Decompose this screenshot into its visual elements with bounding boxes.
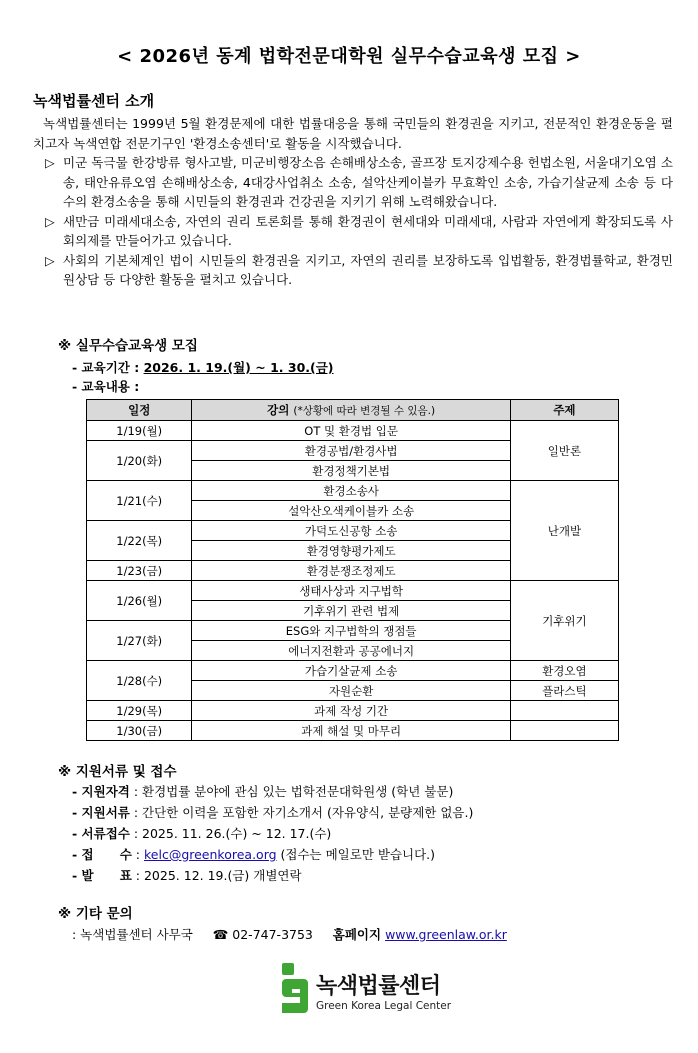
green-g-logo-icon — [280, 963, 310, 1015]
lecture-cell: OT 및 환경법 입문 — [192, 421, 510, 441]
logo-english: Green Korea Legal Center — [316, 1000, 452, 1012]
intro-heading: 녹색법률센터 소개 — [33, 92, 155, 110]
period-label: - 교육기간 : — [72, 360, 140, 375]
application-item — [72, 782, 453, 800]
item-value-prefix: : — [135, 847, 144, 862]
topic-cell: 환경오염 — [510, 661, 618, 681]
period-value: 2026. 1. 19.(월) ~ 1. 30.(금) — [143, 360, 334, 375]
date-cell: 1/29(목) — [87, 701, 192, 721]
application-item — [72, 845, 435, 863]
bullet-text: 새만금 미래세대소송, 자연의 권리 토론회를 통해 환경권이 현세대와 미래세대, 사람과 자연에게 확장되도록 사회의제를 만들어가고 있습니다. — [63, 213, 673, 248]
item-value: : 환경법률 분야에 관심 있는 법학전문대학원생 (학년 불문) — [133, 784, 454, 799]
date-cell: 1/22(목) — [87, 521, 192, 561]
schedule-table — [86, 399, 619, 741]
lecture-cell: 생태사상과 지구법학 — [192, 581, 510, 601]
application-heading: ※ 지원서류 및 접수 — [58, 764, 177, 780]
item-value: : 2025. 11. 26.(수) ~ 12. 17.(수) — [133, 826, 332, 841]
lecture-cell: 가습기살균제 소송 — [192, 661, 510, 681]
list-item — [45, 212, 673, 251]
logo-name: 녹색법률센터 — [316, 974, 441, 999]
page-title: < 2026년 동계 법학전문대학원 실무수습교육생 모집 > — [117, 46, 581, 67]
topic-cell: 기후위기 — [510, 581, 618, 661]
date-cell: 1/21(수) — [87, 481, 192, 521]
item-value-suffix: (접수는 메일로만 받습니다.) — [276, 847, 436, 862]
item-label: - 서류접수 — [72, 826, 130, 841]
item-label: - 접 수 — [72, 847, 132, 862]
phone-icon: ☎ — [212, 927, 229, 942]
topic-cell — [510, 701, 618, 721]
lecture-cell: ESG와 지구법학의 쟁점들 — [192, 621, 510, 641]
lecture-cell: 환경소송사 — [192, 481, 510, 501]
lecture-cell: 설악산오색케이블카 소송 — [192, 501, 510, 521]
topic-cell: 플라스틱 — [510, 681, 618, 701]
item-value: : 간단한 이력을 포함한 자기소개서 (자유양식, 분량제한 없음.) — [133, 805, 474, 820]
intro-bullets — [45, 153, 673, 290]
list-item — [45, 153, 673, 212]
bullet-text: 사회의 기본체계인 법이 시민들의 환경권을 지키고, 자연의 권리를 보장하도록 입법활동, 환경법률학교, 환경민원상담 등 다양한 활동을 펼치고 있습니다. — [63, 252, 673, 287]
homepage-link[interactable]: www.greenlaw.or.kr — [385, 927, 507, 942]
triangle-bullet-icon: ▷ — [45, 213, 55, 229]
lecture-cell: 과제 작성 기간 — [192, 701, 510, 721]
header-lecture: 강의 (*상황에 따라 변경될 수 있음.) — [192, 400, 510, 421]
item-value: : 2025. 12. 19.(금) 개별연락 — [135, 868, 302, 883]
date-cell: 1/28(수) — [87, 661, 192, 701]
table-header-row — [87, 400, 619, 421]
lecture-cell: 가덕도신공항 소송 — [192, 521, 510, 541]
intro-paragraph: 녹색법률센터는 1999년 5월 환경문제에 대한 법률대응을 통해 국민들의 환경권을 지키고, 전문적인 환경운동을 펼치고자 녹색연합 전문기구인 '환경소송센터'로 활동을 시작했습니다. — [33, 116, 673, 151]
homepage-label: 홈페이지 — [332, 927, 382, 942]
lecture-cell: 환경영향평가제도 — [192, 541, 510, 561]
contact-line — [72, 925, 507, 943]
lecture-cell: 자원순환 — [192, 681, 510, 701]
topic-cell: 일반론 — [510, 421, 618, 481]
item-label: - 지원자격 — [72, 784, 130, 799]
application-item — [72, 803, 473, 821]
date-cell: 1/20(화) — [87, 441, 192, 481]
triangle-bullet-icon: ▷ — [45, 155, 55, 170]
bullet-text: 미군 독극물 한강방류 형사고발, 미군비행장소음 손해배상소송, 골프장 토지강제수용 헌법소원, 서울대기오염 소송, 태안유류오염 손해배상소송, 4대강사업취소 소송, 설악산케이블카 무효확인 소송, 가습기살균제 소송 등 다수의 환경소송을 통해 시민들의 환경권과 건강권을 지키기 위해 노력해왔습니다. — [63, 155, 673, 209]
date-cell: 1/19(월) — [87, 421, 192, 441]
period-line — [72, 358, 334, 376]
lecture-cell: 과제 해설 및 마무리 — [192, 721, 510, 741]
list-item — [45, 251, 673, 290]
header-topic: 주제 — [510, 400, 618, 421]
date-cell: 1/27(화) — [87, 621, 192, 661]
topic-cell: 난개발 — [510, 481, 618, 581]
contact-phone: 02-747-3753 — [232, 927, 313, 942]
lecture-cell: 환경분쟁조정제도 — [192, 561, 510, 581]
table-row — [87, 581, 619, 601]
contact-office: : 녹색법률센터 사무국 — [72, 927, 193, 942]
lecture-cell: 에너지전환과 공공에너지 — [192, 641, 510, 661]
item-label: - 지원서류 — [72, 805, 130, 820]
date-cell: 1/30(금) — [87, 721, 192, 741]
item-label: - 발 표 — [72, 868, 132, 883]
header-date: 일정 — [87, 400, 192, 421]
email-link[interactable]: kelc@greenkorea.org — [143, 847, 277, 862]
lecture-cell: 환경공법/환경사법 — [192, 441, 510, 461]
lecture-cell: 기후위기 관련 법제 — [192, 601, 510, 621]
table-row — [87, 721, 619, 741]
topic-cell — [510, 721, 618, 741]
application-item — [72, 824, 331, 842]
table-row — [87, 421, 619, 441]
triangle-bullet-icon: ▷ — [45, 252, 55, 268]
content-label: - 교육내용 : — [72, 379, 140, 394]
contact-heading: ※ 기타 문의 — [58, 906, 133, 922]
date-cell: 1/26(월) — [87, 581, 192, 621]
application-item — [72, 866, 302, 884]
lecture-cell: 환경정책기본법 — [192, 461, 510, 481]
table-row — [87, 481, 619, 501]
logo — [280, 963, 480, 1019]
table-row — [87, 661, 619, 681]
table-row — [87, 701, 619, 721]
recruit-heading: ※ 실무수습교육생 모집 — [58, 338, 198, 354]
date-cell: 1/23(금) — [87, 561, 192, 581]
